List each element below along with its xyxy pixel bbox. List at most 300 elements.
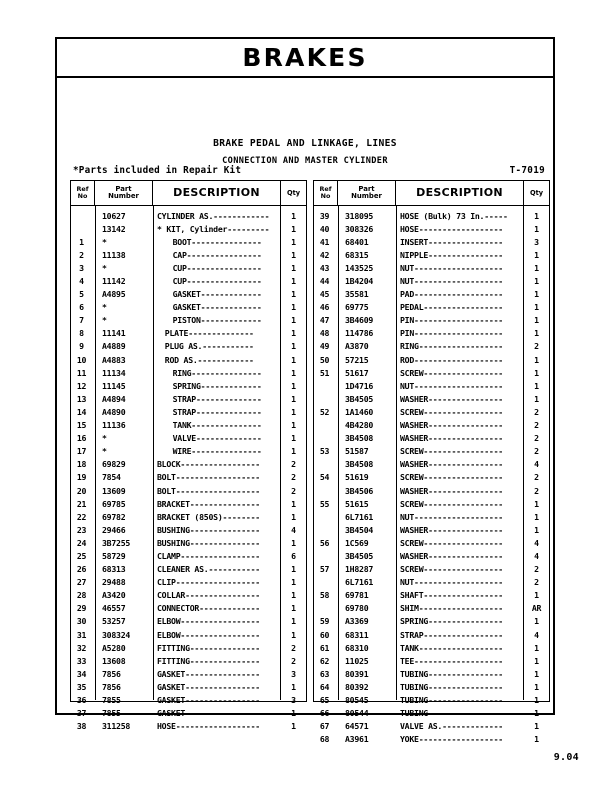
- table-row: [314, 497, 549, 510]
- cell-qty: 1: [534, 223, 539, 234]
- cell-description: [153, 630, 281, 640]
- table-row: [314, 235, 549, 248]
- cell-part-number: 6L7161: [345, 577, 374, 588]
- cell-ref-no: 63: [319, 668, 330, 679]
- description-text: PLUG AS.-----------: [164, 341, 254, 352]
- description-text: CLIP------------------: [157, 577, 260, 588]
- cell-qty: 1: [534, 276, 539, 287]
- description-text: GASKET----------------: [157, 695, 260, 706]
- cell-qty: 1: [534, 393, 539, 404]
- table-row: [314, 458, 549, 471]
- cell-qty: 1: [291, 681, 296, 692]
- cell-description: [153, 407, 281, 417]
- cell-ref-no: 67: [319, 721, 330, 732]
- cell-description: [396, 459, 524, 469]
- description-text: SHAFT-----------------: [400, 590, 503, 601]
- description-text: FITTING---------------: [157, 655, 260, 666]
- cell-qty: 1: [291, 590, 296, 601]
- cell-description: [153, 590, 281, 600]
- cell-description: [153, 538, 281, 548]
- cell-part-number: A3870: [345, 341, 369, 352]
- cell-ref-no: 21: [76, 498, 87, 509]
- cell-description: [153, 289, 281, 299]
- cell-qty: 1: [291, 380, 296, 391]
- cell-qty: 1: [534, 315, 539, 326]
- cell-part-number: 1D4716: [345, 380, 374, 391]
- table-row: [71, 405, 306, 418]
- cell-part-number: 3B4505: [345, 550, 374, 561]
- cell-part-number: *: [102, 236, 107, 247]
- description-text: SCREW-----------------: [400, 564, 503, 575]
- cell-part-number: 68313: [102, 564, 126, 575]
- cell-description: [396, 381, 524, 391]
- table-row: [314, 589, 549, 602]
- cell-part-number: *: [102, 446, 107, 457]
- cell-part-number: 308326: [345, 223, 374, 234]
- cell-description: [153, 250, 281, 260]
- description-text: CAP----------------: [172, 249, 262, 260]
- description-text: SCREW-----------------: [400, 498, 503, 509]
- cell-description: [153, 381, 281, 391]
- cell-qty: 1: [534, 210, 539, 221]
- cell-description: [396, 315, 524, 325]
- description-text: TUBING----------------: [400, 668, 503, 679]
- column-header-ref-line2: No: [320, 192, 331, 200]
- table-row: [71, 235, 306, 248]
- cell-part-number: A4895: [102, 289, 126, 300]
- cell-qty: 1: [534, 655, 539, 666]
- cell-ref-no: 47: [319, 315, 330, 326]
- description-text: WASHER----------------: [400, 524, 503, 535]
- table-row: [314, 445, 549, 458]
- cell-qty: 4: [534, 459, 539, 470]
- description-text: TUBING----------------: [400, 695, 503, 706]
- table-row: [314, 484, 549, 497]
- cell-part-number: 51617: [345, 367, 369, 378]
- cell-description: [396, 328, 524, 338]
- cell-part-number: 11145: [102, 380, 126, 391]
- cell-qty: 1: [291, 354, 296, 365]
- cell-part-number: 68315: [345, 249, 369, 260]
- cell-description: [153, 224, 281, 234]
- cell-part-number: A4883: [102, 354, 126, 365]
- cell-qty: 1: [534, 616, 539, 627]
- cell-ref-no: 36: [76, 695, 87, 706]
- cell-part-number: A3420: [102, 590, 126, 601]
- cell-description: [396, 224, 524, 234]
- cell-qty: 1: [534, 367, 539, 378]
- cell-description: [396, 630, 524, 640]
- cell-qty: 1: [291, 511, 296, 522]
- cell-description: [396, 341, 524, 351]
- cell-part-number: A3369: [345, 616, 369, 627]
- description-text: NUT-------------------: [400, 262, 503, 273]
- cell-part-number: 68310: [345, 642, 369, 653]
- description-text: GASKET----------------: [157, 668, 260, 679]
- table-row: [71, 366, 306, 379]
- cell-part-number: 69781: [345, 590, 369, 601]
- cell-qty: 2: [534, 577, 539, 588]
- cell-part-number: 13142: [102, 223, 126, 234]
- cell-part-number: 7855: [102, 695, 121, 706]
- cell-part-number: 11134: [102, 367, 126, 378]
- table-row: [71, 379, 306, 392]
- cell-part-number: 69829: [102, 459, 126, 470]
- cell-qty: 1: [534, 354, 539, 365]
- table-row: [314, 419, 549, 432]
- table-row: [71, 353, 306, 366]
- cell-ref-no: 7: [79, 315, 84, 326]
- cell-part-number: 1C569: [345, 537, 369, 548]
- table-row: [314, 301, 549, 314]
- cell-qty: 1: [534, 590, 539, 601]
- table-row: [71, 327, 306, 340]
- table-row: [71, 536, 306, 549]
- cell-ref-no: 25: [76, 550, 87, 561]
- column-header-qty: Qty: [529, 188, 544, 197]
- description-text: COLLAR----------------: [157, 590, 260, 601]
- cell-description: [396, 656, 524, 666]
- cell-description: [153, 577, 281, 587]
- cell-part-number: 51587: [345, 446, 369, 457]
- column-header-part-line2: Number: [108, 192, 139, 200]
- cell-part-number: 80545: [345, 695, 369, 706]
- description-text: GASKET-------------: [172, 289, 262, 300]
- table-header-right: [314, 181, 549, 206]
- cell-qty: 1: [534, 524, 539, 535]
- column-rule-part: [396, 206, 397, 700]
- column-rule-part: [153, 206, 154, 700]
- cell-qty: 1: [534, 642, 539, 653]
- cell-qty: 1: [291, 223, 296, 234]
- cell-description: [153, 315, 281, 325]
- sheet-code: T-7019: [509, 165, 545, 176]
- cell-part-number: 311258: [102, 721, 131, 732]
- cell-part-number: 29466: [102, 524, 126, 535]
- cell-qty: 1: [291, 249, 296, 260]
- column-header-ref-line1: Ref: [319, 185, 332, 194]
- cell-description: [153, 420, 281, 430]
- table-row: [71, 602, 306, 615]
- cell-qty: 1: [291, 276, 296, 287]
- cell-part-number: *: [102, 433, 107, 444]
- table-row: [71, 274, 306, 287]
- description-text: SHIM------------------: [400, 603, 503, 614]
- cell-description: [153, 656, 281, 666]
- cell-description: [153, 486, 281, 496]
- table-row: [71, 458, 306, 471]
- description-text: CUP----------------: [172, 262, 262, 273]
- description-text: HOSE------------------: [400, 223, 503, 234]
- cell-ref-no: 18: [76, 459, 87, 470]
- cell-qty: 1: [291, 367, 296, 378]
- table-row: [71, 314, 306, 327]
- cell-description: [396, 616, 524, 626]
- description-text: GASKET-------------: [172, 302, 262, 313]
- cell-description: [153, 459, 281, 469]
- cell-part-number: A4894: [102, 393, 126, 404]
- description-text: WASHER----------------: [400, 393, 503, 404]
- table-row: [314, 615, 549, 628]
- description-text: TANK---------------: [172, 420, 262, 431]
- column-rule-ref: [95, 206, 96, 700]
- description-text: GASKET----------------: [157, 681, 260, 692]
- table-row: [71, 445, 306, 458]
- cell-description: [396, 276, 524, 286]
- cell-description: [153, 368, 281, 378]
- cell-ref-no: 26: [76, 564, 87, 575]
- cell-qty: 1: [291, 315, 296, 326]
- cell-part-number: 64571: [345, 721, 369, 732]
- table-row: [71, 340, 306, 353]
- cell-ref-no: 5: [79, 289, 84, 300]
- description-text: ELBOW-----------------: [157, 616, 260, 627]
- description-text: TUBING----------------: [400, 681, 503, 692]
- cell-ref-no: 13: [76, 393, 87, 404]
- table-row: [71, 667, 306, 680]
- cell-description: [153, 695, 281, 705]
- table-row: [314, 693, 549, 706]
- description-text: SPRING-------------: [172, 380, 262, 391]
- column-rule-qty: [280, 206, 281, 700]
- cell-qty: 2: [291, 472, 296, 483]
- cell-qty: 2: [534, 564, 539, 575]
- cell-part-number: 7855: [102, 708, 121, 719]
- cell-description: [396, 499, 524, 509]
- cell-description: [396, 446, 524, 456]
- column-rule-qty: [523, 206, 524, 700]
- cell-qty: 1: [291, 708, 296, 719]
- cell-qty: 1: [291, 341, 296, 352]
- table-row: [314, 432, 549, 445]
- cell-description: [396, 407, 524, 417]
- cell-description: [396, 734, 524, 744]
- cell-qty: 6: [291, 550, 296, 561]
- description-text: NUT-------------------: [400, 511, 503, 522]
- cell-description: [396, 394, 524, 404]
- description-text: CLAMP-----------------: [157, 550, 260, 561]
- description-text: CUP----------------: [172, 276, 262, 287]
- cell-ref-no: 4: [79, 276, 84, 287]
- description-text: STRAP--------------: [172, 393, 262, 404]
- cell-qty: 1: [534, 328, 539, 339]
- cell-part-number: 69775: [345, 302, 369, 313]
- cell-qty: 4: [534, 537, 539, 548]
- cell-description: [153, 302, 281, 312]
- cell-ref-no: 62: [319, 655, 330, 666]
- cell-ref-no: 52: [319, 406, 330, 417]
- parts-table-right: [313, 180, 550, 745]
- cell-ref-no: 60: [319, 629, 330, 640]
- cell-qty: 1: [291, 537, 296, 548]
- table-row: [314, 314, 549, 327]
- description-text: SCREW-----------------: [400, 446, 503, 457]
- cell-description: [396, 603, 524, 613]
- description-text: TANK------------------: [400, 642, 503, 653]
- table-row: [314, 327, 549, 340]
- cell-part-number: *: [102, 262, 107, 273]
- cell-part-number: 3B4508: [345, 459, 374, 470]
- cell-description: [153, 721, 281, 731]
- cell-ref-no: 35: [76, 681, 87, 692]
- cell-qty: 1: [291, 289, 296, 300]
- cell-ref-no: 17: [76, 446, 87, 457]
- cell-description: [153, 328, 281, 338]
- cell-part-number: 7856: [102, 668, 121, 679]
- cell-part-number: 58729: [102, 550, 126, 561]
- cell-part-number: 143525: [345, 262, 374, 273]
- column-header-part-number: [95, 181, 153, 205]
- cell-description: [153, 263, 281, 273]
- cell-ref-no: 65: [319, 695, 330, 706]
- cell-description: [153, 564, 281, 574]
- description-text: FITTING---------------: [157, 642, 260, 653]
- cell-qty: 1: [291, 721, 296, 732]
- cell-qty: 1: [291, 629, 296, 640]
- cell-description: [396, 669, 524, 679]
- table-row: [71, 209, 306, 222]
- cell-ref-no: 42: [319, 249, 330, 260]
- table-row: [71, 222, 306, 235]
- table-row: [314, 261, 549, 274]
- column-header-part-number: [338, 181, 396, 205]
- description-text: PEDAL-----------------: [400, 302, 503, 313]
- cell-qty: 1: [291, 446, 296, 457]
- cell-part-number: 1B4204: [345, 276, 374, 287]
- description-text: WASHER----------------: [400, 459, 503, 470]
- table-row: [71, 301, 306, 314]
- cell-ref-no: 6: [79, 302, 84, 313]
- cell-part-number: 3B4506: [345, 485, 374, 496]
- table-row: [71, 432, 306, 445]
- cell-description: [396, 250, 524, 260]
- cell-ref-no: 29: [76, 603, 87, 614]
- table-row: [71, 392, 306, 405]
- cell-description: [153, 512, 281, 522]
- cell-ref-no: 10: [76, 354, 87, 365]
- description-text: YOKE------------------: [400, 734, 503, 745]
- cell-qty: 4: [534, 629, 539, 640]
- description-text: PAD-------------------: [400, 289, 503, 300]
- cell-ref-no: 23: [76, 524, 87, 535]
- table-row: [71, 615, 306, 628]
- description-text: INSERT----------------: [400, 236, 503, 247]
- cell-ref-no: 34: [76, 668, 87, 679]
- cell-qty: 1: [291, 328, 296, 339]
- cell-ref-no: 16: [76, 433, 87, 444]
- cell-qty: 3: [291, 668, 296, 679]
- table-row: [314, 523, 549, 536]
- description-text: VALVE--------------: [172, 433, 262, 444]
- description-text: TEE-------------------: [400, 655, 503, 666]
- cell-description: [396, 577, 524, 587]
- cell-ref-no: 58: [319, 590, 330, 601]
- cell-ref-no: 51: [319, 367, 330, 378]
- column-header-part-line1: Part: [115, 184, 132, 193]
- cell-part-number: 11141: [102, 328, 126, 339]
- description-text: ELBOW-----------------: [157, 629, 260, 640]
- cell-description: [153, 551, 281, 561]
- cell-description: [153, 276, 281, 286]
- table-row: [71, 641, 306, 654]
- cell-qty: 2: [291, 459, 296, 470]
- cell-part-number: 35581: [345, 289, 369, 300]
- cell-part-number: 69782: [102, 511, 126, 522]
- description-text: HOSE------------------: [157, 721, 260, 732]
- cell-part-number: 3B4505: [345, 393, 374, 404]
- cell-part-number: 69785: [102, 498, 126, 509]
- cell-ref-no: 33: [76, 655, 87, 666]
- table-row: [71, 510, 306, 523]
- repair-kit-footnote: *Parts included in Repair Kit: [73, 165, 242, 176]
- description-text: PIN-------------------: [400, 315, 503, 326]
- cell-ref-no: 64: [319, 681, 330, 692]
- cell-qty: 1: [534, 498, 539, 509]
- cell-description: [396, 237, 524, 247]
- cell-qty: 1: [291, 577, 296, 588]
- cell-part-number: 4B4280: [345, 420, 374, 431]
- cell-part-number: 13608: [102, 655, 126, 666]
- cell-qty: 1: [291, 603, 296, 614]
- description-text: TUBING----------------: [400, 708, 503, 719]
- description-text: BUSHING---------------: [157, 524, 260, 535]
- cell-ref-no: 43: [319, 262, 330, 273]
- cell-description: [153, 616, 281, 626]
- description-text: BOLT------------------: [157, 472, 260, 483]
- description-text: WASHER----------------: [400, 420, 503, 431]
- column-header-qty: Qty: [286, 188, 301, 197]
- cell-description: [396, 512, 524, 522]
- cell-part-number: 7854: [102, 472, 121, 483]
- table-row: [71, 288, 306, 301]
- cell-description: [396, 368, 524, 378]
- cell-ref-no: 50: [319, 354, 330, 365]
- column-header-part-line1: Part: [358, 184, 375, 193]
- cell-description: [396, 263, 524, 273]
- cell-ref-no: 24: [76, 537, 87, 548]
- description-text: NIPPLE----------------: [400, 249, 503, 260]
- description-text: NUT-------------------: [400, 276, 503, 287]
- table-row: [314, 576, 549, 589]
- cell-part-number: A3961: [345, 734, 369, 745]
- description-text: BRACKET (850S)--------: [157, 511, 260, 522]
- page-number: 9.04: [553, 752, 579, 763]
- cell-ref-no: 68: [319, 734, 330, 745]
- cell-qty: 1: [534, 262, 539, 273]
- description-text: NUT-------------------: [400, 577, 503, 588]
- table-row: [314, 366, 549, 379]
- cell-ref-no: 11: [76, 367, 87, 378]
- cell-ref-no: 2: [79, 249, 84, 260]
- cell-part-number: A4889: [102, 341, 126, 352]
- cell-qty: 2: [534, 446, 539, 457]
- cell-part-number: 11142: [102, 276, 126, 287]
- cell-part-number: A5280: [102, 642, 126, 653]
- table-row: [71, 248, 306, 261]
- cell-qty: 1: [291, 210, 296, 221]
- cell-description: [396, 682, 524, 692]
- cell-qty: 1: [291, 236, 296, 247]
- description-text: STRAP--------------: [172, 406, 262, 417]
- cell-ref-no: 55: [319, 498, 330, 509]
- column-header-description: DESCRIPTION: [396, 181, 524, 205]
- table-row: [71, 680, 306, 693]
- cell-part-number: 318095: [345, 210, 374, 221]
- cell-description: [396, 721, 524, 731]
- cell-ref-no: 14: [76, 406, 87, 417]
- cell-description: [396, 551, 524, 561]
- cell-part-number: 80392: [345, 681, 369, 692]
